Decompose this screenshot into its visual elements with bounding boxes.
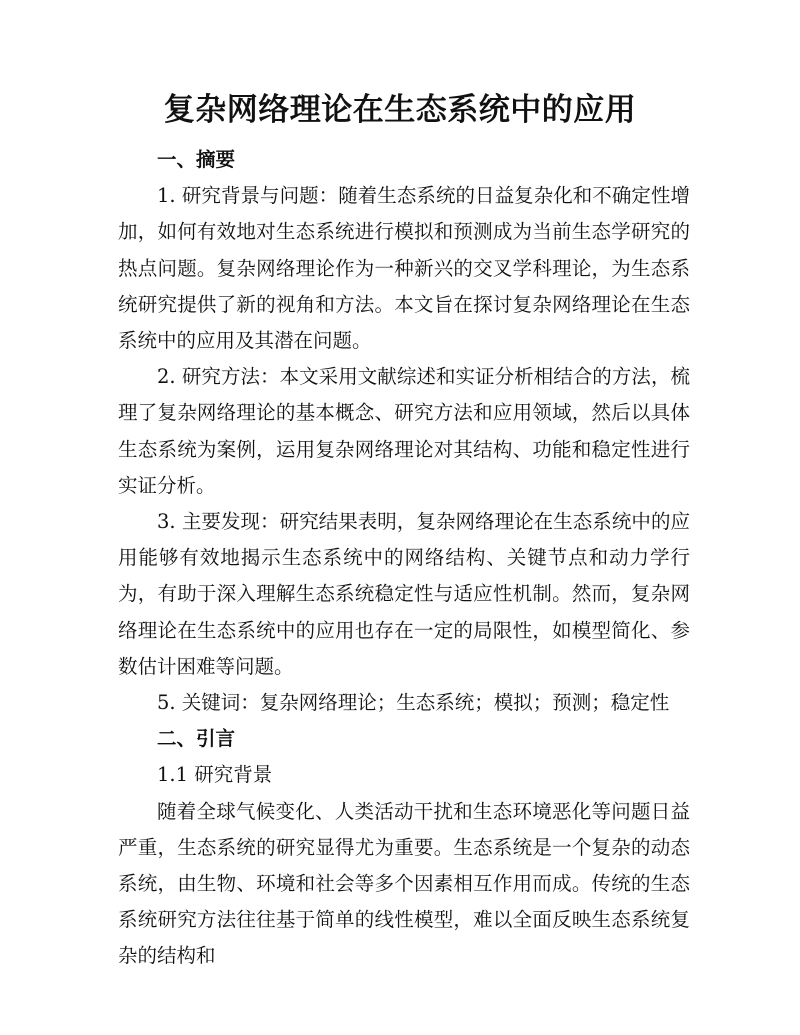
abstract-paragraph-findings: 3. 主要发现：研究结果表明，复杂网络理论在生态系统中的应用能够有效地揭示生态系统中的网络结构、关键节点和动力学行为，有助于深入理解生态系统稳定性与适应性机制。然而，复杂网络理论在生态系统中的应用也存在一定的局限性，如模型简化、参数估计困难等问题。 [118, 510, 690, 678]
abstract-paragraph-background: 1. 研究背景与问题：随着生态系统的日益复杂化和不确定性增加，如何有效地对生态系统进行模拟和预测成为当前生态学研究的热点问题。复杂网络理论作为一种新兴的交叉学科理论，为生态系统研究提供了新的视角和方法。本文旨在探讨复杂网络理论在生态系统中的应用及其潜在问题。 [118, 184, 690, 353]
intro-paragraph-background: 随着全球气候变化、人类活动干扰和生态环境恶化等问题日益严重，生态系统的研究显得尤为重要。生态系统是一个复杂的动态系统，由生物、环境和社会等多个因素相互作用而成。传统的生态系统研究方法往往基于简单的线性模型，难以全面反映生态系统复杂的结构和 [118, 799, 690, 968]
abstract-paragraph-keywords: 5. 关键词：复杂网络理论；生态系统；模拟；预测；稳定性 [157, 691, 670, 715]
document-body [118, 142, 690, 975]
section-heading-abstract: 一、摘要 [157, 148, 236, 171]
abstract-paragraph-methods: 2. 研究方法：本文采用文献综述和实证分析相结合的方法，梳理了复杂网络理论的基本概念、研究方法和应用领域，然后以具体生态系统为案例，运用复杂网络理论对其结构、功能和稳定性进行实证分析。 [118, 365, 690, 497]
page-title: 复杂网络理论在生态系统中的应用 [163, 92, 637, 128]
section-heading-intro: 二、引言 [157, 727, 236, 751]
subsection-heading-background: 1.1 研究背景 [157, 763, 273, 787]
